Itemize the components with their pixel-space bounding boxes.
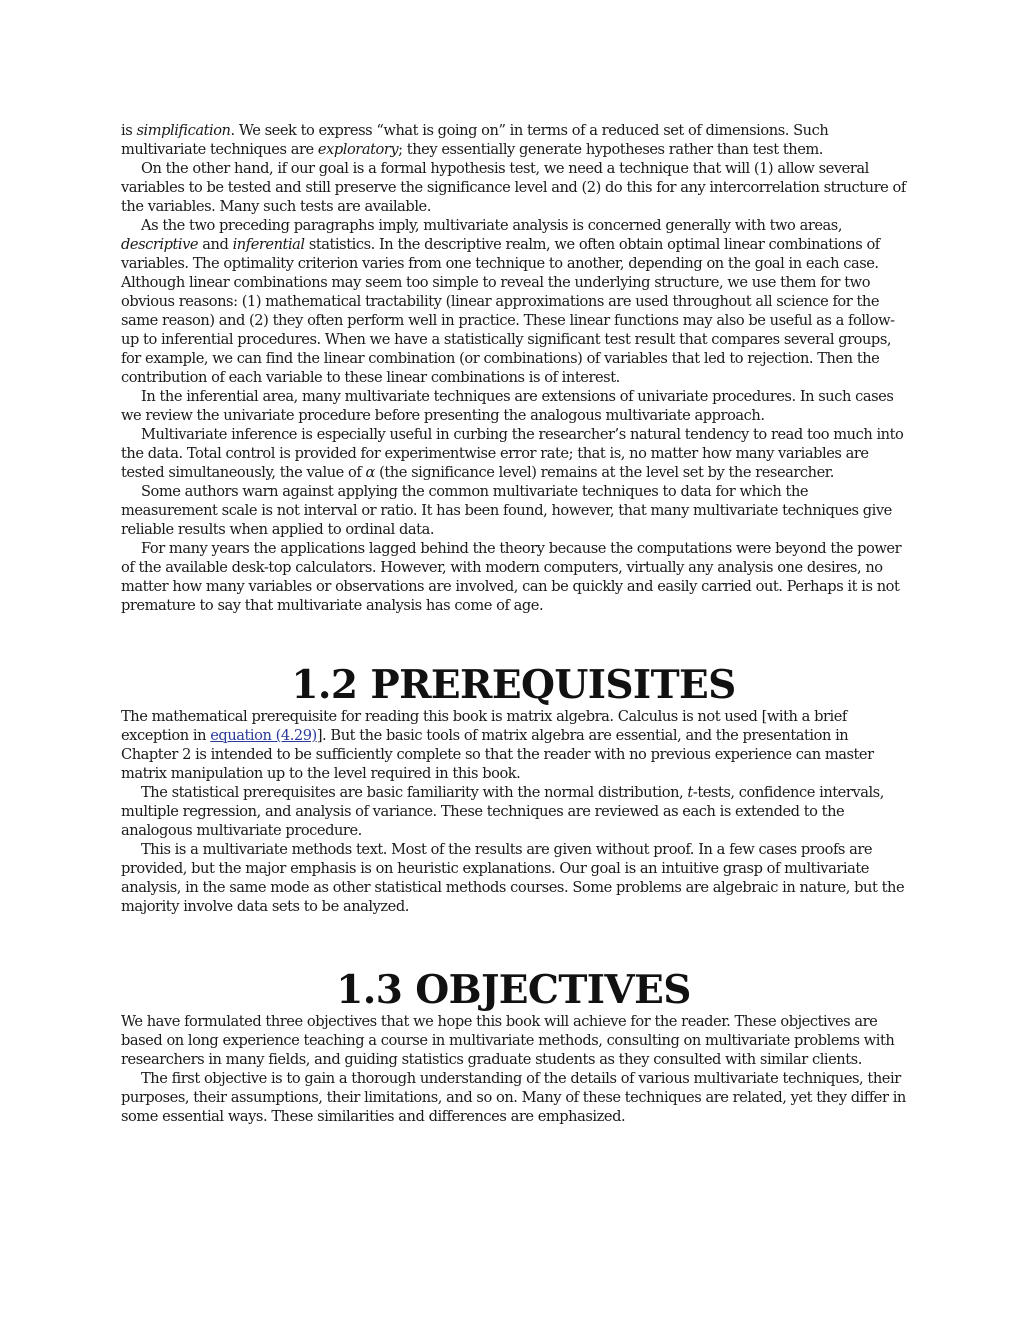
text-run: statistics. In the descriptive realm, we often obtain optimal linear combinations of variables. The optimality criterion varies from one technique to another, depending on the goal in each case. Although linear combinations may seem too simple to reveal the underlying structure, we use them for two obvious reasons: (1) mathematical tractability (linear approximations are used throughout all science for the same reason) and (2) they often perform well in practice. These linear functions may also be useful as a follow-up to inferential procedures. When we have a statistically significant test result that compares several groups, for example, we can find the linear combination (or combinations) of variables that led to rejection. Then the contribution of each variable to these linear combinations is of interest.	[121, 236, 895, 386]
paragraph	[121, 1069, 906, 1126]
paragraph	[121, 707, 906, 783]
text-run: Some authors warn against applying the common multivariate techniques to data for which the measurement scale is not interval or ratio. It has been found, however, that many multivariate techniques give reliable results when applied to ordinal data.	[121, 483, 892, 538]
italic-text: α	[365, 464, 375, 481]
italic-text: t	[687, 784, 693, 801]
italic-text: descriptive	[121, 236, 199, 253]
paragraph	[121, 121, 906, 159]
text-run: and	[198, 236, 233, 253]
text-run: On the other hand, if our goal is a formal hypothesis test, we need a technique that will (1) allow several variables to be tested and still preserve the significance level and (2) do this for any intercorrelation structure of the variables. Many such tests are available.	[121, 160, 906, 215]
italic-text: simplification	[136, 122, 231, 139]
text-run: The first objective is to gain a thorough understanding of the details of various multivariate techniques, their purposes, their assumptions, their limitations, and so on. Many of these techniques are related, yet they differ in some essential ways. These similarities and differences are emphasized.	[121, 1070, 906, 1125]
paragraph	[121, 387, 906, 425]
italic-text: exploratory	[317, 141, 399, 158]
text-run: This is a multivariate methods text. Most of the results are given without proof. In a few cases proofs are provided, but the major emphasis is on heuristic explanations. Our goal is an intuitive grasp of multivariate analysis, in the same mode as other statistical methods courses. Some problems are algebraic in nature, but the majority involve data sets to be analyzed.	[121, 841, 905, 915]
document-page	[121, 121, 906, 1126]
text-run: The statistical prerequisites are basic familiarity with the normal distribution,	[141, 784, 688, 801]
paragraph	[121, 840, 906, 916]
text-run: For many years the applications lagged behind the theory because the computations were beyond the power of the available desk-top calculators. However, with modern computers, virtually any analysis one desires, no matter how many variables or observations are involved, can be quickly and easily carried out. Perhaps it is not premature to say that multivariate analysis has come of age.	[121, 540, 902, 614]
italic-text: inferential	[232, 236, 305, 253]
equation-link[interactable]: equation (4.29)	[210, 727, 317, 744]
text-run: In the inferential area, many multivariate techniques are extensions of univariate procedures. In such cases we review the univariate procedure before presenting the analogous multivariate approach.	[121, 388, 894, 424]
text-run: The mathematical prerequisite for reading this book is matrix algebra. Calculus is not used [with a brief exception in	[121, 708, 847, 744]
text-run: As the two preceding paragraphs imply, multivariate analysis is concerned generally with two areas,	[141, 217, 843, 234]
paragraph	[121, 783, 906, 840]
text-run: . We seek to express “what is going on” in terms of a reduced set of dimensions. Such multivariate techniques are	[121, 122, 829, 158]
text-run: We have formulated three objectives that we hope this book will achieve for the reader. These objectives are based on long experience teaching a course in multivariate methods, consulting on multivariate problems with researchers in many fields, and guiding statistics graduate students as they consulted with similar clients.	[121, 1013, 895, 1068]
paragraph	[121, 1012, 906, 1069]
paragraph	[121, 539, 906, 615]
paragraph	[121, 425, 906, 482]
section-heading-objectives: 1.3 OBJECTIVES	[336, 967, 691, 1013]
paragraph	[121, 216, 906, 387]
text-run: is	[121, 122, 137, 139]
text-run: -tests, confidence intervals, multiple regression, and analysis of variance. These techniques are reviewed as each is extended to the analogous multivariate procedure.	[121, 784, 884, 839]
text-run: ; they essentially generate hypotheses rather than test them.	[398, 141, 823, 158]
text-run: (the significance level) remains at the level set by the researcher.	[374, 464, 834, 481]
text-run: ]. But the basic tools of matrix algebra are essential, and the presentation in Chapter 2 is intended to be sufficiently complete so that the reader with no previous experience can master matrix manipulation up to the level required in this book.	[121, 727, 874, 782]
text-run: Multivariate inference is especially useful in curbing the researcher’s natural tendency to read too much into the data. Total control is provided for experimentwise error rate; that is, no matter how many variables are tested simultaneously, the value of	[121, 426, 904, 481]
paragraph	[121, 482, 906, 539]
section-heading-prerequisites: 1.2 PREREQUISITES	[291, 662, 736, 708]
paragraph	[121, 159, 906, 216]
